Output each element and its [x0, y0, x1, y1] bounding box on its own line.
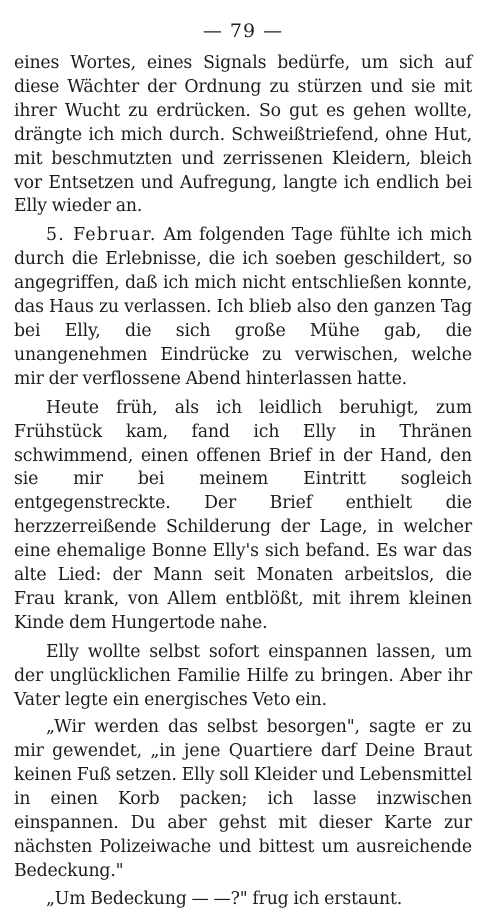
- paragraph-6: „Um Bedeckung — —?" frug ich erstaunt.: [46, 888, 403, 909]
- page-body: [14, 52, 472, 912]
- diary-date-label: 5. Februar.: [46, 225, 157, 246]
- page-number: — 79 —: [202, 20, 284, 42]
- paragraph-4: Elly wollte selbst sofort einspannen lassen, um der unglücklichen Familie Hilfe zu bringen. Aber ihr Vater legte ein energisches Veto ein.: [14, 641, 472, 710]
- paragraph-2: [14, 224, 472, 391]
- paragraph-3: Heute früh, als ich leidlich beruhigt, zum Frühstück kam, fand ich Elly in Thränen schwimmend, einen offenen Brief in der Hand, den sie mir bei meinem Eintritt sogleich entgegenstreckte. Der Brief enthielt die herzzerreißende Schilderung der Lage, in welcher eine ehemalige Bonne Elly's sich befand. Es war das alte Lied: der Mann seit Monaten arbeitslos, die Frau krank, von Allem entblößt, mit ihrem kleinen Kinde dem Hungertode nahe.: [14, 397, 472, 633]
- paragraph-2-text: Am folgenden Tage fühlte ich mich durch die Erlebnisse, die ich soeben geschildert, so angegriffen, daß ich mich nicht entschließen konnte, das Haus zu verlassen. Ich blieb also den ganzen Tag bei Elly, die sich große Mühe gab, die unangenehmen Eindrücke zu verwischen, welche mir der verflossene Abend hinterlassen hatte.: [14, 225, 472, 389]
- paragraph-5: „Wir werden das selbst besorgen", sagte er zu mir gewendet, „in jene Quartiere darf Deine Braut keinen Fuß setzen. Elly soll Kleider und Lebensmittel in einen Korb packen; ich lasse inzwischen einspannen. Du aber gehst mit dieser Karte zur nächsten Polizeiwache und bittest um ausreichende Bedeckung.": [14, 717, 472, 881]
- paragraph-1: eines Wortes, eines Signals bedürfe, um sich auf diese Wächter der Ordnung zu stürzen und sie mit ihrer Wucht zu erdrücken. So gut es gehen wollte, drängte ich mich durch. Schweißtriefend, ohne Hut, mit beschmutzten und zerrissenen Kleidern, bleich vor Entsetzen und Aufregung, langte ich endlich bei Elly wieder an.: [14, 53, 472, 217]
